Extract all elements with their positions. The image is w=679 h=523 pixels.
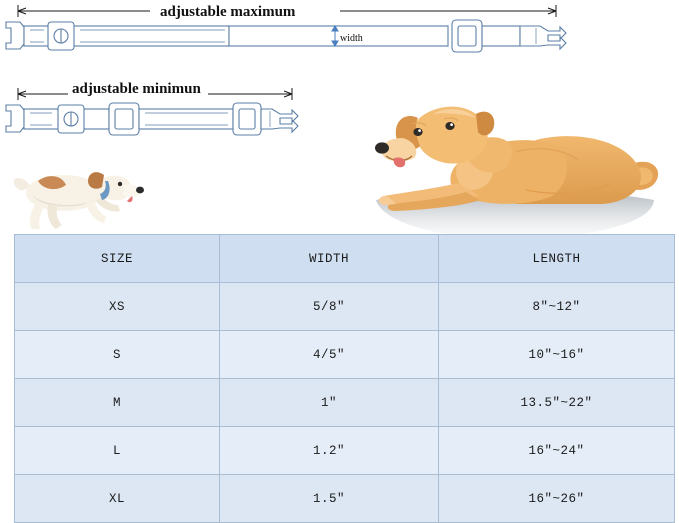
cell-width: 5/8"	[220, 283, 439, 331]
cell-size: S	[15, 331, 220, 379]
cell-width: 4/5"	[220, 331, 439, 379]
column-header-width: WIDTH	[220, 235, 439, 283]
table-row	[15, 427, 675, 475]
running-dog-illustration	[8, 155, 148, 235]
lying-dog-illustration	[366, 96, 666, 241]
cell-size: XS	[15, 283, 220, 331]
table-row	[15, 331, 675, 379]
cell-length: 8"~12"	[439, 283, 675, 331]
cell-size: M	[15, 379, 220, 427]
cell-length: 13.5"~22"	[439, 379, 675, 427]
label-adjustable-minimum: adjustable minimun	[72, 81, 201, 97]
cell-length: 10"~16"	[439, 331, 675, 379]
column-header-size: SIZE	[15, 235, 220, 283]
table-row	[15, 379, 675, 427]
cell-length: 16"~24"	[439, 427, 675, 475]
table-row	[15, 475, 675, 523]
cell-size: L	[15, 427, 220, 475]
column-header-length: LENGTH	[439, 235, 675, 283]
cell-width: 1.2"	[220, 427, 439, 475]
size-chart-table	[14, 234, 675, 523]
collar-maximum-illustration	[6, 20, 566, 52]
cell-length: 16"~26"	[439, 475, 675, 523]
cell-width: 1.5"	[220, 475, 439, 523]
table-header-row	[15, 235, 675, 283]
cell-width: 1"	[220, 379, 439, 427]
table-row	[15, 283, 675, 331]
cell-size: XL	[15, 475, 220, 523]
label-adjustable-maximum: adjustable maximum	[160, 4, 296, 20]
label-width: width	[340, 33, 363, 44]
collar-minimum-illustration	[6, 103, 298, 135]
